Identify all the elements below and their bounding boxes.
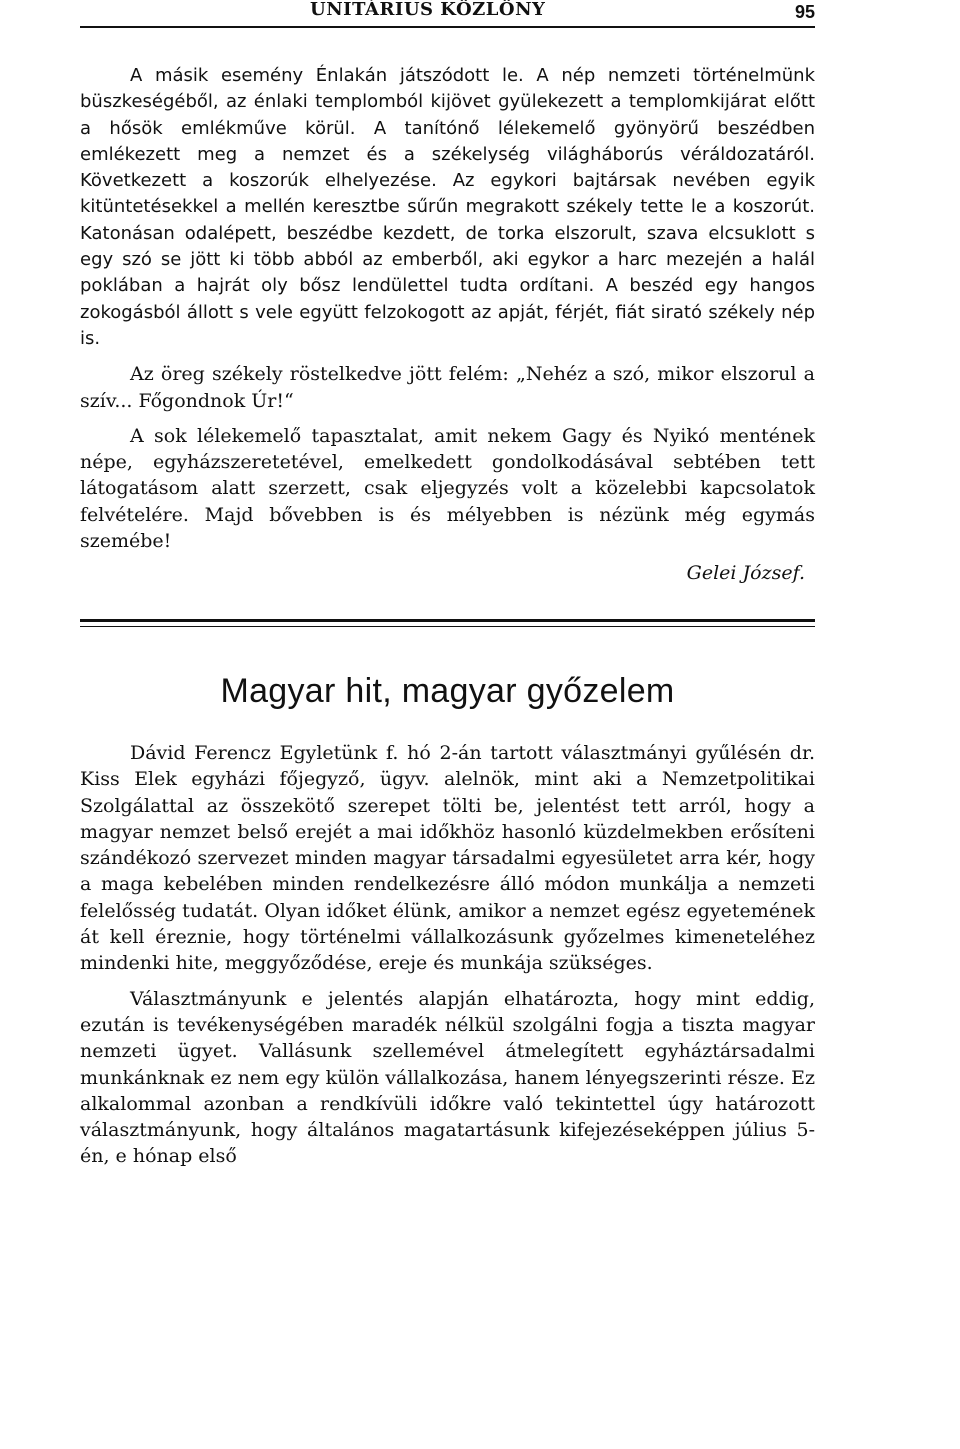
author-signature: Gelei József. xyxy=(686,562,805,585)
article-magyar-hit xyxy=(80,740,815,1170)
page-number: 95 xyxy=(794,2,815,22)
paragraph: Dávid Ferencz Egyletünk f. hó 2-án tartott választmányi gyűlésén dr. Kiss Elek egyházi főjegyző, ügyv. alelnök, mint aki a Nemzetpolitikai Szolgálattal az összekötő szerepet tölti be, jelentést tett arról, hogy a magyar nemzet belső erejét a mai időkhöz hasonló küzdelmekben erősíteni szándékozó szervezet minden magyar társadalmi egyesületet arra kér, hogy a maga kebelében minden rendelkezésre álló módon munkálja a nemzeti felelősség tudatát. Olyan időket élünk, amikor a nemzet egész egyetemének át kell éreznie, hogy történelmi vállalkozásunk győzelmes kimeneteléhez mindenki hite, meggyőződése, ereje és munkája szükséges. xyxy=(80,742,815,975)
running-title: UNITÁRIUS KÖZLÖNY xyxy=(310,0,546,20)
section-divider-thick xyxy=(80,619,815,622)
paragraph: Választmányunk e jelentés alapján elhatározta, hogy mint eddig, ezután is tevékenységében maradék nélkül szolgálni fogja a tiszta magyar nemzeti ügyet. Vallásunk szellemével átmelegített egyháztársadalmi munkánknak ez nem egy külön vállalkozása, hanem lényegszerinti része. Ez alkalommal azonban a rendkívüli időkre való tekintettel úgy határozott választmányunk, hogy általános magatartásunk kifejezéseképpen július 5-én, e hónap első xyxy=(80,987,815,1168)
running-header xyxy=(80,0,815,28)
paragraph: A sok lélekemelő tapasztalat, amit nekem Gagy és Nyikó mentének népe, egyházszeretetével, emelkedett gondolkodásával sebtében tett látogatásom alatt szerzett, csak eljegyzés volt a közelebbi kapcsolatok felvételére. Majd bővebben is és mélyebben is nézünk még egymás szemébe! xyxy=(80,424,815,553)
section-divider-thin xyxy=(80,626,815,627)
paragraph: A másik esemény Énlakán játszódott le. A nép nemzeti történelmünk büszkeségéből, az énlaki templomból kijövet gyülekezett a templomkijárat előtt a hősök emlékműve körül. A tanítónő lélekemelő gyönyörű beszédben emlékezett meg a nemzet és a székelység világháborús véráldozatáról. Következett a koszorúk elhelyezése. Az egykori bajtársak nevében egyik kitüntetésekkel a mellén keresztbe sűrűn megrakott székely tette le a koszorút. Katonásan odalépett, beszédbe kezdett, de torka elszorult, szava elcsuklott s egy szó se jött ki több abból az emberből, aki egykor a harc mezején a halál poklában a hajrát oly bősz lendülettel tudta ordítani. A beszéd egy hangos zokogásból állott s vele együtt felzokogott az apját, férjét, fiát sirató székely nép is. xyxy=(80,65,815,349)
paragraph: Az öreg székely röstelkedve jött felém: „Nehéz a szó, mikor elszorul a szív... Főgondnok Úr!“ xyxy=(80,363,815,412)
article-headline: Magyar hit, magyar győzelem xyxy=(220,672,675,710)
article-enlaka xyxy=(80,63,815,584)
